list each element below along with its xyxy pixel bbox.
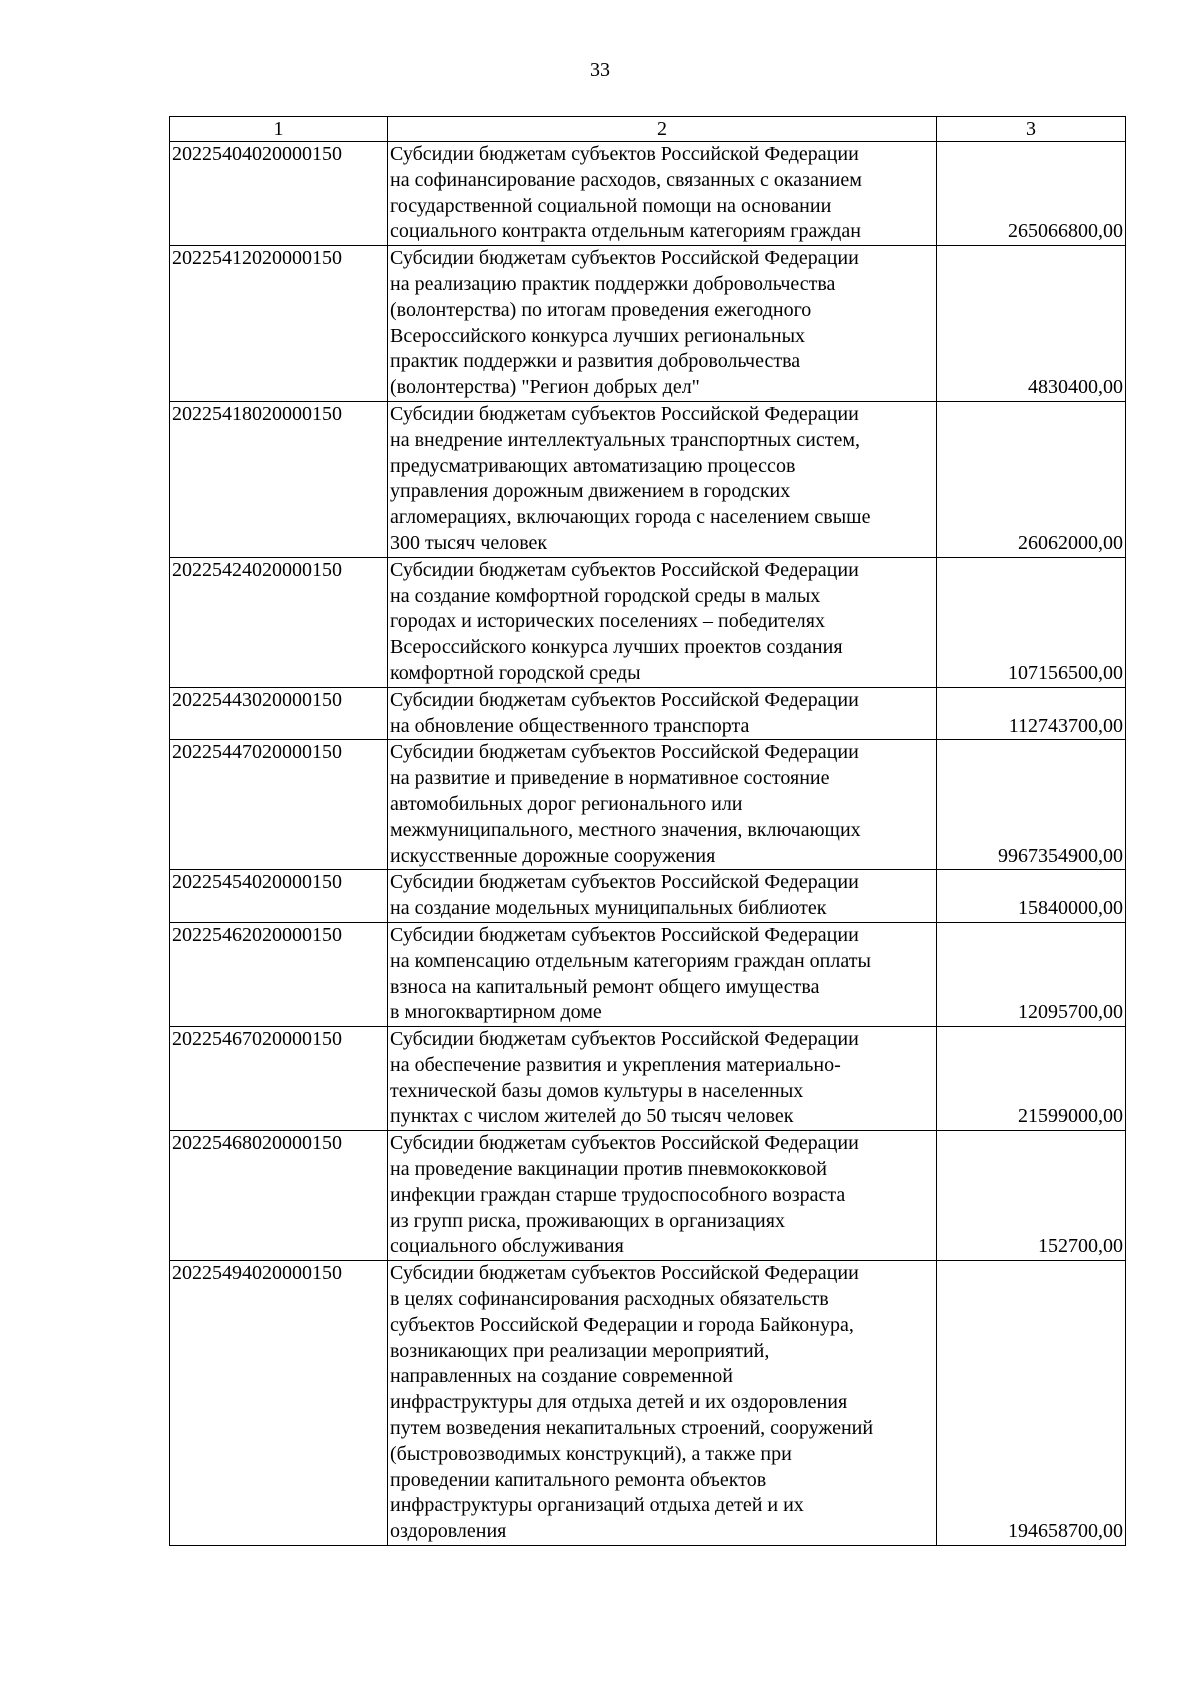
table-row	[170, 740, 1126, 870]
budget-code-cell: 20225447020000150	[170, 740, 388, 870]
amount-cell: 9967354900,00	[937, 740, 1126, 870]
description-cell: Субсидии бюджетам субъектов Российской Федерации на создание комфортной городской среды в малых городах и исторических поселениях – победителях Всероссийского конкурса лучших проектов создания комфортной городской среды	[388, 557, 937, 687]
amount-cell: 12095700,00	[937, 922, 1126, 1026]
amount-cell: 21599000,00	[937, 1027, 1126, 1131]
amount-cell: 15840000,00	[937, 870, 1126, 923]
budget-code-cell: 20225468020000150	[170, 1131, 388, 1261]
table-row	[170, 1261, 1126, 1546]
budget-code-cell: 20225454020000150	[170, 870, 388, 923]
page-number: 33	[590, 59, 610, 81]
description-cell: Субсидии бюджетам субъектов Российской Федерации на создание модельных муниципальных библиотек	[388, 870, 937, 923]
column-header-amount: 3	[937, 117, 1126, 142]
column-header-code: 1	[170, 117, 388, 142]
budget-code-cell: 20225404020000150	[170, 142, 388, 246]
budget-code-cell: 20225418020000150	[170, 401, 388, 557]
description-cell: Субсидии бюджетам субъектов Российской Федерации на обеспечение развития и укрепления материально- технической базы домов культуры в населенных пунктах с числом жителей до 50 тысяч человек	[388, 1027, 937, 1131]
description-cell: Субсидии бюджетам субъектов Российской Федерации на внедрение интеллектуальных транспортных систем, предусматривающих автоматизацию процессов управления дорожным движением в городских агломерациях, включающих города с населением свыше 300 тысяч человек	[388, 401, 937, 557]
description-cell: Субсидии бюджетам субъектов Российской Федерации на реализацию практик поддержки добровольчества (волонтерства) по итогам проведения ежегодного Всероссийского конкурса лучших региональных практик поддержки и развития добровольчества (волонтерства) "Регион добрых дел"	[388, 246, 937, 402]
column-header-description: 2	[388, 117, 937, 142]
amount-cell: 194658700,00	[937, 1261, 1126, 1546]
budget-table	[169, 116, 1126, 1546]
table-row	[170, 401, 1126, 557]
table-row	[170, 557, 1126, 687]
budget-code-cell: 20225462020000150	[170, 922, 388, 1026]
budget-code-cell: 20225412020000150	[170, 246, 388, 402]
amount-cell: 112743700,00	[937, 687, 1126, 740]
table-row	[170, 246, 1126, 402]
amount-cell: 4830400,00	[937, 246, 1126, 402]
table-row	[170, 142, 1126, 246]
table-row	[170, 870, 1126, 923]
amount-cell: 26062000,00	[937, 401, 1126, 557]
amount-cell: 265066800,00	[937, 142, 1126, 246]
description-cell: Субсидии бюджетам субъектов Российской Федерации на обновление общественного транспорта	[388, 687, 937, 740]
description-cell: Субсидии бюджетам субъектов Российской Федерации на проведение вакцинации против пневмококковой инфекции граждан старше трудоспособного возраста из групп риска, проживающих в организациях социального обслуживания	[388, 1131, 937, 1261]
table-row	[170, 1027, 1126, 1131]
budget-code-cell: 20225424020000150	[170, 557, 388, 687]
budget-code-cell: 20225494020000150	[170, 1261, 388, 1546]
table-header-row	[170, 117, 1126, 142]
table-row	[170, 922, 1126, 1026]
table-row	[170, 1131, 1126, 1261]
description-cell: Субсидии бюджетам субъектов Российской Федерации на софинансирование расходов, связанных с оказанием государственной социальной помощи на основании социального контракта отдельным категориям граждан	[388, 142, 937, 246]
amount-cell: 107156500,00	[937, 557, 1126, 687]
description-cell: Субсидии бюджетам субъектов Российской Федерации на развитие и приведение в нормативное состояние автомобильных дорог регионального или межмуниципального, местного значения, включающих искусственные дорожные сооружения	[388, 740, 937, 870]
budget-code-cell: 20225467020000150	[170, 1027, 388, 1131]
description-cell: Субсидии бюджетам субъектов Российской Федерации в целях софинансирования расходных обязательств субъектов Российской Федерации и города Байконура, возникающих при реализации мероприятий, направленных на создание современной инфраструктуры для отдыха детей и их оздоровления путем возведения некапитальных строений, сооружений (быстровозводимых конструкций), а также при проведении капитального ремонта объектов инфраструктуры организаций отдыха детей и их оздоровления	[388, 1261, 937, 1546]
amount-cell: 152700,00	[937, 1131, 1126, 1261]
table-row	[170, 687, 1126, 740]
budget-code-cell: 20225443020000150	[170, 687, 388, 740]
description-cell: Субсидии бюджетам субъектов Российской Федерации на компенсацию отдельным категориям граждан оплаты взноса на капитальный ремонт общего имущества в многоквартирном доме	[388, 922, 937, 1026]
